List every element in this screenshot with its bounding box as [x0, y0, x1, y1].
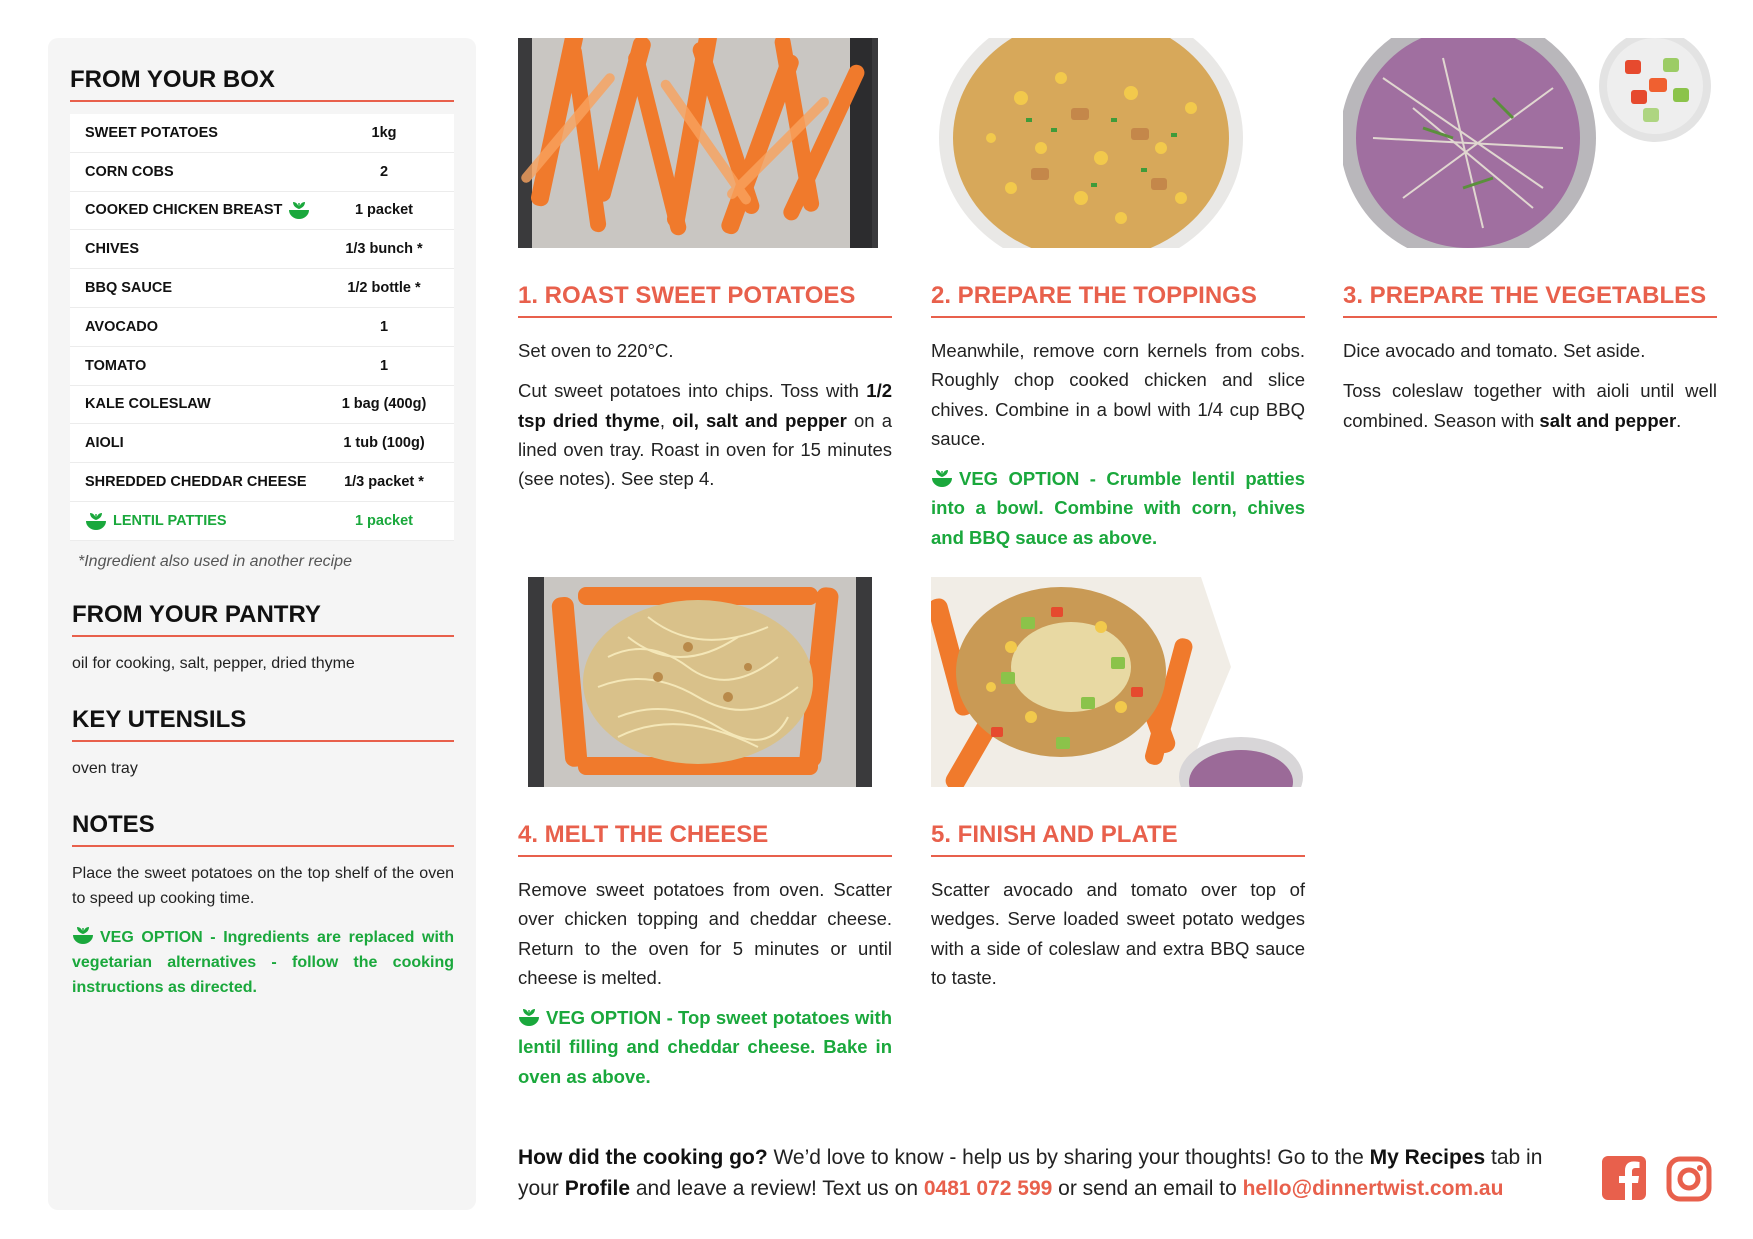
pantry-text: oil for cooking, salt, pepper, dried thyme: [72, 654, 355, 672]
ingredient-qty: 1 bag (400g): [341, 396, 427, 413]
key-utensils-heading: KEY UTENSILS: [72, 706, 454, 742]
ingredient-row: [70, 230, 454, 269]
ingredient-name: [70, 164, 314, 180]
step-4-body: [518, 875, 892, 1102]
step-4-veg-option: [518, 1003, 892, 1091]
utensils-text: oven tray: [72, 759, 138, 777]
my-recipes-tab-ref: My Recipes: [1369, 1146, 1486, 1169]
ingredient-qty: 1 packet: [354, 512, 414, 529]
ingredient-qty: 1: [379, 357, 389, 374]
ingredients-panel: [48, 38, 476, 1210]
ingredient-name: [70, 125, 314, 141]
from-your-pantry-heading: FROM YOUR PANTRY: [72, 601, 454, 637]
ingredient-row: [70, 114, 454, 153]
feedback-text-4: or send an email to: [1052, 1177, 1243, 1200]
ingredient-name-text: SWEET POTATOES: [85, 124, 218, 141]
feedback-text-2: tab in your: [518, 1146, 1543, 1200]
step-1-seasoning: oil, salt and pepper: [672, 409, 847, 431]
step-1-p1: Set oven to 220°C.: [518, 340, 674, 361]
ingredient-name: [70, 474, 314, 490]
notes-veg-text: VEG OPTION - Ingredients are replaced with vegetarian alternatives - follow the cooking instructions as directed.: [72, 928, 454, 996]
ingredient-qty: 1/2 bottle *: [347, 280, 421, 297]
facebook-icon[interactable]: [1602, 1156, 1646, 1200]
ingredient-name: [70, 396, 314, 412]
step-2-veg-text: VEG OPTION - Crumble lentil patties into a bowl. Combine with corn, chives and BBQ sauce as above.: [931, 468, 1305, 548]
step-5-title: 5. FINISH AND PLATE: [931, 821, 1305, 857]
notes-heading: NOTES: [72, 811, 454, 847]
ingredient-qty: 1: [379, 318, 389, 335]
ingredient-footnote: *Ingredient also used in another recipe: [78, 552, 352, 570]
ingredient-name-text: BBQ SAUCE: [85, 280, 173, 297]
feedback-question: How did the cooking go?: [518, 1146, 768, 1169]
veg-bowl-leaf-icon: [931, 468, 953, 488]
ingredient-table: [70, 114, 454, 541]
ingredient-name-text: CHIVES: [85, 241, 139, 258]
ingredient-name: [70, 241, 314, 257]
step-3-text: Toss coleslaw together with aioli until well combined. Season with: [1343, 380, 1717, 431]
step-5-body: [931, 875, 1305, 1003]
ingredient-qty: 1 tub (100g): [343, 435, 425, 452]
ingredient-name-text: AIOLI: [85, 435, 124, 452]
step-3-period: .: [1676, 409, 1682, 431]
ingredient-name-text: SHREDDED CHEDDAR CHEESE: [85, 474, 307, 491]
ingredient-name: [70, 511, 314, 531]
step-2-p1: Meanwhile, remove corn kernels from cobs. Roughly chop cooked chicken and slice chives. Combine in a bowl with 1/4 cup BBQ sauce.: [931, 340, 1305, 449]
ingredient-qty: 1kg: [371, 124, 397, 141]
ingredient-name-text: LENTIL PATTIES: [113, 512, 227, 529]
ingredient-name: [70, 280, 314, 296]
ingredient-row: [70, 308, 454, 347]
step-2-body: [931, 336, 1305, 563]
step-1-title: 1. ROAST SWEET POTATOES: [518, 282, 892, 318]
veg-bowl-leaf-icon: [518, 1007, 540, 1027]
step-4-p1: Remove sweet potatoes from oven. Scatter over chicken topping and cheddar cheese. Return to the oven for 5 minutes or until cheese is melted.: [518, 879, 892, 988]
step-4-veg-text: VEG OPTION - Top sweet potatoes with lentil filling and cheddar cheese. Bake in oven as above.: [518, 1007, 892, 1087]
step-1-comma: ,: [659, 409, 673, 431]
ingredient-name: [70, 319, 314, 335]
veg-bowl-leaf-icon: [288, 200, 310, 220]
ingredient-qty: 2: [379, 163, 389, 180]
notes-section: [70, 811, 454, 1000]
ingredient-name: [70, 358, 314, 374]
ingredient-qty: 1/3 packet *: [344, 474, 424, 491]
pantry-section: [70, 601, 454, 676]
notes-veg-option: [72, 925, 454, 1000]
prepare-vegetables-photo: [1343, 38, 1717, 248]
step-1-body: [518, 336, 892, 504]
step-1-text: Cut sweet potatoes into chips. Toss with: [518, 380, 867, 402]
ingredient-qty: 1 packet: [354, 202, 414, 219]
step-3-title: 3. PREPARE THE VEGETABLES: [1343, 282, 1717, 318]
veg-bowl-leaf-icon: [72, 925, 94, 945]
step-5-p1: Scatter avocado and tomato over top of wedges. Serve loaded sweet potato wedges with a side of coleslaw and extra BBQ sauce to taste.: [931, 879, 1305, 988]
ingredient-name: [70, 435, 314, 451]
step-3-seasoning: salt and pepper: [1539, 409, 1677, 431]
finish-and-plate-photo: [931, 577, 1305, 787]
roast-sweet-potatoes-photo: [518, 38, 892, 248]
notes-text: Place the sweet potatoes on the top shelf of the oven to speed up cooking time.: [72, 864, 454, 907]
ingredient-row: [70, 463, 454, 502]
step-3-body: [1343, 336, 1717, 446]
ingredient-row: [70, 192, 454, 231]
ingredient-row: [70, 386, 454, 425]
utensils-section: [70, 706, 454, 781]
step-3-p1: Dice avocado and tomato. Set aside.: [1343, 340, 1646, 361]
feedback-text-1: We’d love to know - help us by sharing your thoughts! Go to the: [767, 1146, 1370, 1169]
step-1-thyme: 1/2 tsp dried thyme: [518, 380, 892, 431]
ingredient-row: [70, 153, 454, 192]
ingredient-row: [70, 424, 454, 463]
ingredient-name-text: CORN COBS: [85, 163, 174, 180]
step-2-veg-option: [931, 464, 1305, 552]
ingredient-row: [70, 502, 454, 541]
ingredient-name-text: COOKED CHICKEN BREAST: [85, 202, 283, 219]
ingredient-name: [70, 200, 314, 220]
instagram-icon[interactable]: [1666, 1156, 1712, 1202]
ingredient-name-text: KALE COLESLAW: [85, 396, 211, 413]
step-1-p2: [518, 376, 892, 493]
ingredient-qty: 1/3 bunch *: [345, 241, 423, 258]
step-2-title: 2. PREPARE THE TOPPINGS: [931, 282, 1305, 318]
ingredient-row: [70, 347, 454, 386]
ingredient-row: [70, 269, 454, 308]
feedback-message: [518, 1142, 1578, 1204]
profile-ref: Profile: [564, 1177, 631, 1200]
ingredient-name-text: TOMATO: [85, 357, 147, 374]
email-link[interactable]: hello@dinnertwist.com.au: [1242, 1177, 1504, 1200]
phone-number-link[interactable]: 0481 072 599: [923, 1177, 1053, 1200]
from-your-box-heading: FROM YOUR BOX: [70, 66, 454, 102]
step-3-p2: [1343, 376, 1717, 435]
step-4-title: 4. MELT THE CHEESE: [518, 821, 892, 857]
step-1-text-end: on a lined oven tray. Roast in oven for 15 minutes (see notes). See step 4.: [518, 409, 892, 490]
feedback-text-3: and leave a review! Text us on: [630, 1177, 924, 1200]
veg-bowl-leaf-icon: [85, 511, 107, 531]
ingredient-name-text: AVOCADO: [85, 318, 159, 335]
prepare-toppings-photo: [931, 38, 1305, 248]
melt-cheese-photo: [518, 577, 892, 787]
